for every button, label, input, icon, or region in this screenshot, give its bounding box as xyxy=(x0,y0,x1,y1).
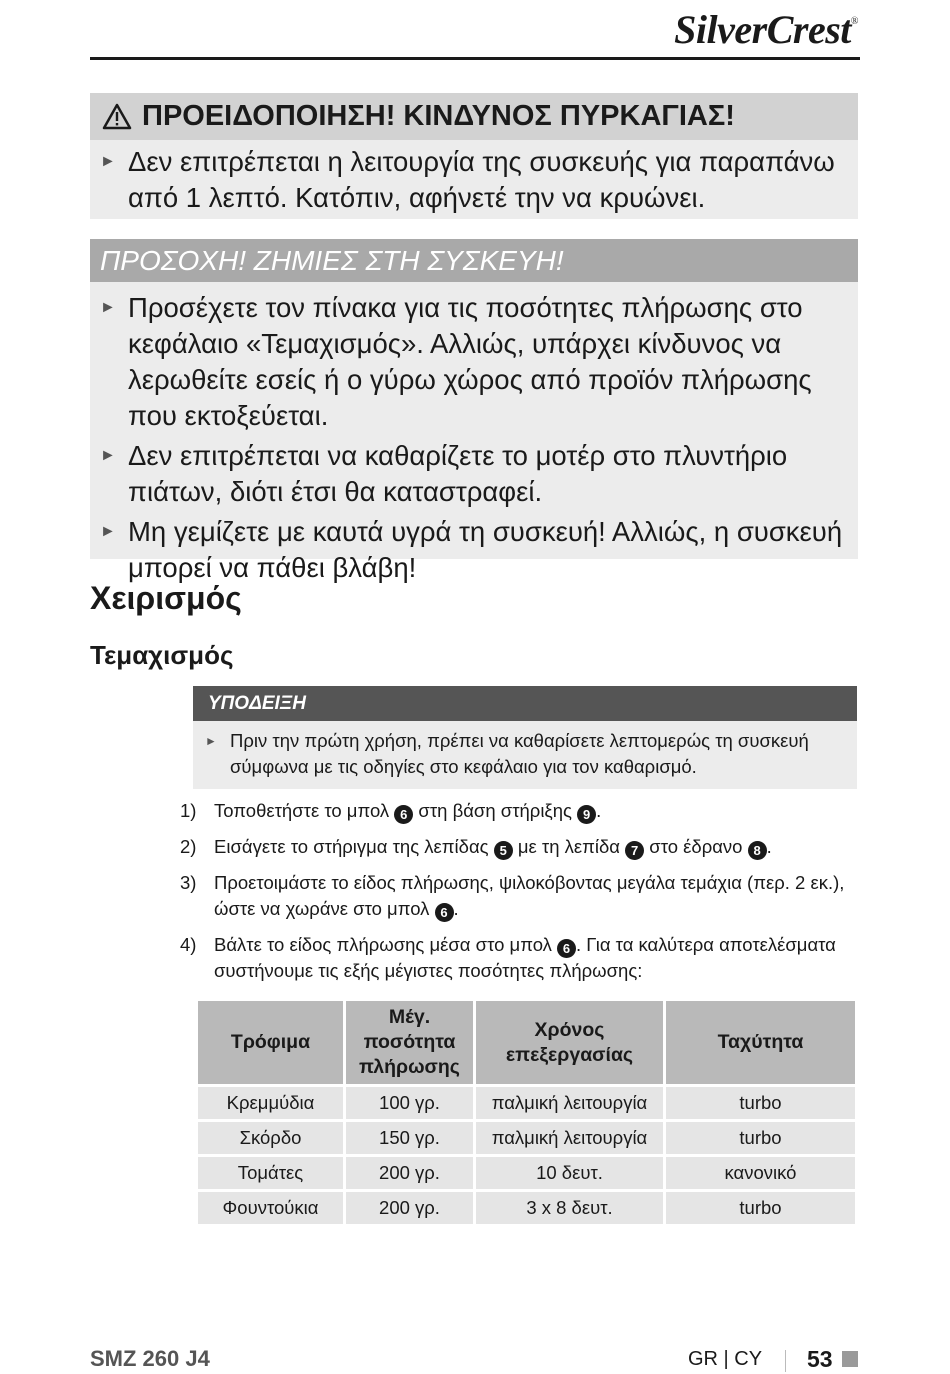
step-text: στο έδρανο xyxy=(644,836,748,857)
warning-header xyxy=(90,93,858,140)
footer-model: SMZ 260 J4 xyxy=(90,1346,210,1371)
warning-item: ► Δεν επιτρέπεται η λειτουργία της συσκευής για παραπάνω από 1 λεπτό. Κατόπιν, αφήνετέ την να κρυώνει. xyxy=(100,146,835,213)
table-cell: Κρεμμύδια xyxy=(197,1086,345,1121)
table-cell: turbo xyxy=(665,1191,857,1226)
table-row xyxy=(197,1191,857,1226)
footer-divider xyxy=(785,1350,786,1372)
step-text: με τη λεπίδα xyxy=(512,836,626,857)
table-header-row xyxy=(197,1000,857,1086)
step-number: 4) xyxy=(180,934,197,955)
table-cell: turbo xyxy=(665,1086,857,1121)
table-row xyxy=(197,1156,857,1191)
note-item: ► Πριν την πρώτη χρήση, πρέπει να καθαρίσετε λεπτομερώς τη συσκευή σύμφωνα με τις οδηγίες στο κεφάλαιο για τον καθαρισμό. xyxy=(205,730,809,777)
step-item xyxy=(180,834,860,860)
section-title: Χειρισμός xyxy=(90,580,242,616)
step-text: . xyxy=(596,800,602,821)
step-text: . xyxy=(453,898,459,919)
step-item xyxy=(180,798,860,824)
subsection-title: Τεμαχισμός xyxy=(90,640,234,670)
brand-logo: SilverCrest® xyxy=(674,7,858,52)
warning-title: ΠΡΟΕΙΔΟΠΟΙΗΣΗ! ΚΙΝΔΥΝΟΣ ΠΥΡΚΑΓΙΑΣ! xyxy=(142,100,735,132)
step-text: Εισάγετε το στήριγμα της λεπίδας xyxy=(214,836,494,857)
bullet-arrow-icon: ► xyxy=(100,447,116,464)
table-header-cell: Χρόνος επεξεργασίας xyxy=(475,1000,665,1086)
caution-title: ΠΡΟΣΟΧΗ! ΖΗΜΙΕΣ ΣΤΗ ΣΥΣΚΕΥΗ! xyxy=(100,244,564,276)
step-text: . xyxy=(766,836,772,857)
warning-triangle-icon xyxy=(102,103,132,130)
bullet-arrow-icon: ► xyxy=(100,299,116,316)
page-marker-square xyxy=(842,1351,858,1367)
page-number: 53 xyxy=(807,1346,833,1372)
part-number-badge: 9 xyxy=(577,805,596,824)
table-cell: Τομάτες xyxy=(197,1156,345,1191)
caution-item: ► Προσέχετε τον πίνακα για τις ποσότητες πλήρωσης στο κεφάλαιο «Τεμαχισμός». Αλλιώς, υπάρχει κίνδυνος να λερωθείτε εσείς ή ο γύρω χώρος από προϊόν πλήρωσης που εκτοξεύεται. xyxy=(100,292,812,431)
table-row xyxy=(197,1121,857,1156)
step-text: Τοποθετήστε το μπολ xyxy=(214,800,395,821)
step-text: Βάλτε το είδος πλήρωσης μέσα στο μπολ xyxy=(214,934,558,955)
caution-header xyxy=(90,239,858,282)
step-text: Προετοιμάστε το είδος πλήρωσης, ψιλοκόβοντας μεγάλα τεμάχια (περ. 2 εκ.), ώστε να χωράνε στο μπολ xyxy=(214,872,845,919)
part-number-badge: 7 xyxy=(625,841,644,860)
step-number: 1) xyxy=(180,800,197,821)
table-header-cell: Μέγ. ποσότητα πλήρωσης xyxy=(345,1000,475,1086)
step-text: . Για τα καλύτερα αποτελέσματα συστήνουμε τις εξής μέγιστες ποσότητες πλήρωσης: xyxy=(214,934,836,981)
bullet-arrow-icon: ► xyxy=(100,153,116,170)
table-cell: 3 x 8 δευτ. xyxy=(475,1191,665,1226)
table-cell: κανονικό xyxy=(665,1156,857,1191)
table-cell: 150 γρ. xyxy=(345,1121,475,1156)
table-header-cell: Τρόφιμα xyxy=(197,1000,345,1086)
part-number-badge: 8 xyxy=(748,841,767,860)
fill-quantity-table xyxy=(195,998,858,1227)
note-header: ΥΠΟΔΕΙΞΗ xyxy=(193,686,857,721)
part-number-badge: 5 xyxy=(494,841,513,860)
footer-language: GR | CY xyxy=(688,1348,763,1370)
table-cell: Φουντούκια xyxy=(197,1191,345,1226)
header-rule xyxy=(90,57,860,60)
step-number: 3) xyxy=(180,872,197,893)
note-box xyxy=(193,686,857,789)
part-number-badge: 6 xyxy=(557,939,576,958)
table-cell: 200 γρ. xyxy=(345,1191,475,1226)
caution-box xyxy=(90,239,858,583)
table-row xyxy=(197,1086,857,1121)
step-item xyxy=(180,870,860,922)
table-cell: turbo xyxy=(665,1121,857,1156)
step-item xyxy=(180,932,860,984)
steps-list xyxy=(180,798,860,994)
caution-item: ► Δεν επιτρέπεται να καθαρίζετε το μοτέρ στο πλυντήριο πιάτων, διότι έτσι θα καταστραφεί. xyxy=(100,440,788,507)
bullet-arrow-icon: ► xyxy=(205,734,217,748)
table-cell: 200 γρ. xyxy=(345,1156,475,1191)
table-cell: παλμική λειτουργία xyxy=(475,1121,665,1156)
warning-box xyxy=(90,93,858,219)
part-number-badge: 6 xyxy=(394,805,413,824)
part-number-badge: 6 xyxy=(435,903,454,922)
caution-item: ► Μη γεμίζετε με καυτά υγρά τη συσκευή! Αλλιώς, η συσκευή μπορεί να πάθει βλάβη! xyxy=(100,516,843,583)
table-cell: Σκόρδο xyxy=(197,1121,345,1156)
table-cell: 10 δευτ. xyxy=(475,1156,665,1191)
step-number: 2) xyxy=(180,836,197,857)
table-header-cell: Ταχύτητα xyxy=(665,1000,857,1086)
table-cell: παλμική λειτουργία xyxy=(475,1086,665,1121)
step-text: στη βάση στήριξης xyxy=(413,800,578,821)
bullet-arrow-icon: ► xyxy=(100,523,116,540)
table-cell: 100 γρ. xyxy=(345,1086,475,1121)
